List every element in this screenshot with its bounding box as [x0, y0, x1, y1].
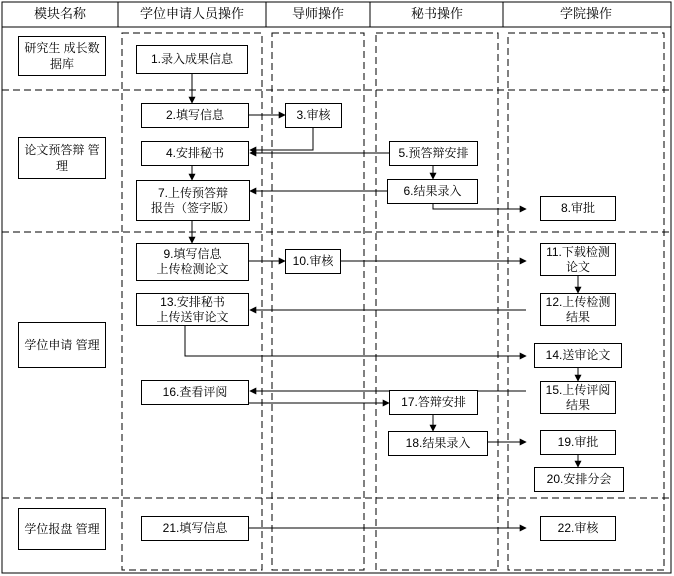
node-label: 19.审批 — [557, 435, 599, 449]
row-label-degree-report — [18, 508, 106, 550]
node-1-record-achievement[interactable] — [136, 45, 248, 74]
node-label: 20.安排分会 — [546, 472, 612, 486]
node-22-review[interactable] — [540, 516, 616, 541]
node-label: 10.审核 — [292, 254, 334, 268]
node-11-download-check-paper[interactable] — [540, 243, 616, 276]
node-16-view-review[interactable] — [141, 380, 249, 405]
row-label-degree-application — [18, 322, 106, 368]
row-label-line: 成长数据库 — [49, 41, 100, 71]
row-label-line: 论文预答辩 — [24, 143, 85, 157]
row-label-line: 管理 — [75, 522, 100, 536]
node-7-upload-pre-defense-report[interactable] — [136, 180, 250, 221]
row-label-growth-database — [18, 36, 106, 76]
row-label-line: 管理 — [75, 338, 100, 352]
node-12-upload-check-result[interactable] — [540, 293, 616, 326]
column-header-module: 模块名称 — [33, 6, 86, 21]
node-14-send-paper-for-review[interactable] — [534, 343, 622, 368]
node-2-fill-info[interactable] — [141, 103, 249, 128]
node-label: 22.审核 — [557, 521, 599, 535]
node-label: 9.填写信息 — [163, 247, 222, 261]
node-label: 17.答辩安排 — [401, 395, 466, 409]
node-label: 7.上传预答辩 — [157, 185, 228, 200]
node-label: 12.上传检测 — [545, 294, 611, 309]
node-10-review[interactable] — [285, 249, 341, 274]
node-19-approval[interactable] — [540, 430, 616, 455]
node-4-assign-secretary[interactable] — [141, 141, 249, 166]
node-label: 5.预答辩安排 — [398, 146, 469, 160]
node-label: 结果 — [565, 309, 590, 324]
node-label: 15.上传评阅 — [545, 382, 611, 397]
row-label-line: 研究生 — [24, 41, 61, 55]
node-label: 16.查看评阅 — [162, 385, 228, 399]
node-15-upload-review-result[interactable] — [540, 381, 616, 414]
node-label: 3.审核 — [296, 108, 331, 122]
node-17-defense-arrangement[interactable] — [389, 390, 478, 415]
node-label: 13.安排秘书 — [160, 294, 225, 309]
node-label: 4.安排秘书 — [165, 146, 224, 160]
column-header-secretary: 秘书操作 — [410, 6, 463, 21]
node-label: 论文 — [565, 259, 590, 274]
row-label-line: 学位报盘 — [24, 522, 73, 536]
node-label: 1.录入成果信息 — [150, 52, 233, 66]
node-label: 14.送审论文 — [545, 348, 611, 362]
node-18-result-entry[interactable] — [388, 431, 488, 456]
node-8-approval[interactable] — [540, 196, 616, 221]
node-20-arrange-subcommittee[interactable] — [534, 467, 624, 492]
node-label: 上传送审论文 — [156, 309, 229, 324]
node-label: 2.填写信息 — [165, 108, 224, 122]
node-label: 报告（签字版） — [150, 200, 235, 215]
node-13-assign-secretary-upload-review-paper[interactable] — [136, 293, 249, 326]
node-label: 上传检测论文 — [156, 262, 229, 276]
node-label: 18.结果录入 — [405, 436, 471, 450]
column-header-college: 学院操作 — [559, 6, 612, 21]
node-6-result-entry[interactable] — [387, 179, 478, 204]
node-3-review[interactable] — [285, 103, 342, 128]
column-header-applicant: 学位申请人员操作 — [139, 6, 244, 21]
node-label: 8.审批 — [560, 201, 595, 215]
row-label-pre-defense — [18, 137, 106, 179]
node-5-pre-defense-arrangement[interactable] — [389, 141, 478, 166]
node-9-fill-info-upload-paper[interactable] — [136, 243, 249, 281]
node-label: 结果 — [565, 397, 590, 412]
column-header-advisor: 导师操作 — [291, 6, 344, 21]
node-21-fill-info[interactable] — [141, 516, 249, 541]
node-label: 6.结果录入 — [403, 184, 462, 198]
row-label-line: 学位申请 — [24, 338, 73, 352]
node-label: 11.下载检测 — [546, 244, 610, 259]
node-label: 21.填写信息 — [162, 521, 228, 535]
row-label-line: 管理 — [55, 143, 100, 173]
